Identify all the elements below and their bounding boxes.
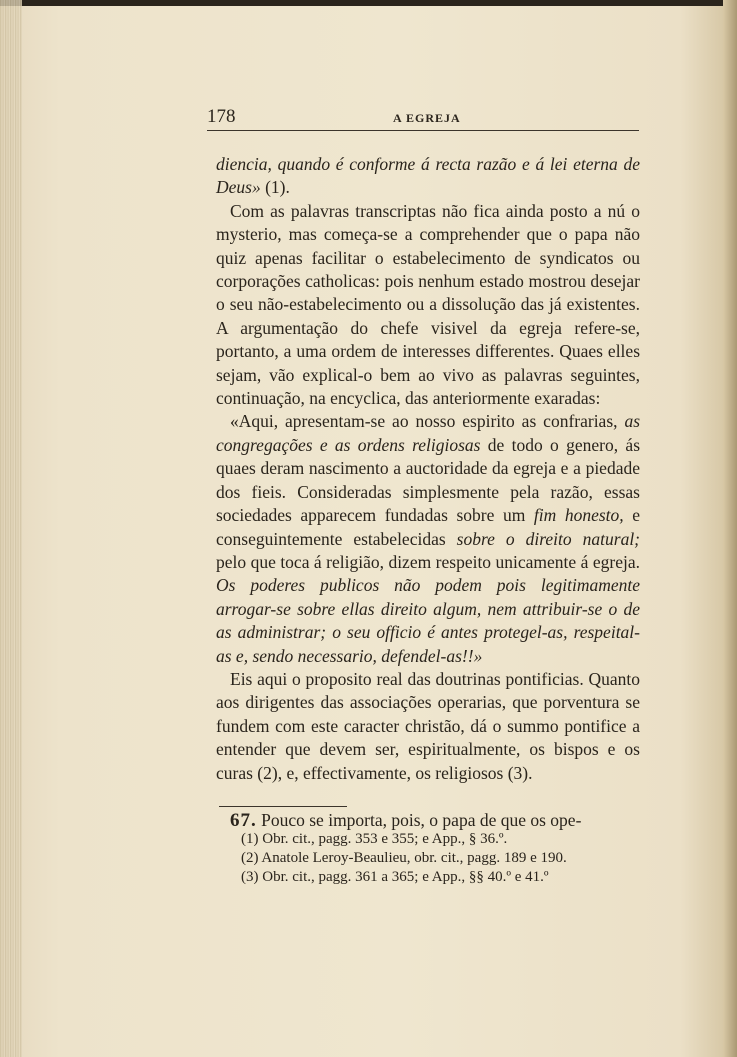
running-title: A EGREJA bbox=[393, 111, 461, 125]
italic-run: Os poderes publicos não podem pois legitimamente arrogar-se sobre ellas direito algum, nem attribuir-se o de as administrar; o seu officio é antes protegel-as, respeital-as e, sendo necessario, defendel-as!!» bbox=[216, 575, 640, 666]
page-fore-edge bbox=[723, 0, 737, 1057]
footnotes bbox=[241, 830, 641, 887]
text-run: e conseguintemente estabelecidas bbox=[216, 505, 640, 549]
italic-run: fim honesto, bbox=[533, 505, 624, 526]
footnote: (2) Anatole Leroy-Beaulieu, obr. cit., pagg. 189 e 190. bbox=[241, 850, 567, 866]
text-run: de todo o genero, ás quaes deram nascimento a auctoridade da egreja e a piedade dos fieis. Consideradas simplesmente pela razão, essas sociedades apparecem fundadas sobre um bbox=[216, 434, 640, 526]
footnote: (3) Obr. cit., pagg. 361 a 365; e App., §§ 40.º e 41.º bbox=[241, 869, 549, 885]
text-run: «Aqui, apresentam-se ao nosso espirito as confrarias, bbox=[230, 411, 625, 432]
paragraph: Com as palavras transcriptas não fica ainda posto a nú o mysterio, mas começa-se a comprehender que o papa não quiz apenas facilitar o estabelecimento de syndicatos ou corporações catholicas: pois nenhum estado mostrou desejar o seu não-estabelecimento ou a dissolução das já existentes. A argumentação do chefe visivel da egreja refere-se, portanto, a uma ordem de interesses differentes. Quaes elles sejam, vão explical-o bem ao vivo as palavras seguintes, continuação, na encyclica, das anteriormente exaradas: bbox=[216, 200, 640, 409]
page-gutter bbox=[0, 0, 22, 1057]
italic-run: as congregações e as ordens religiosas bbox=[216, 411, 640, 455]
page-number: 178 bbox=[207, 106, 236, 127]
scan-top-edge bbox=[0, 0, 737, 6]
footnote: (1) Obr. cit., pagg. 353 e 355; e App., § 36.º. bbox=[241, 831, 508, 847]
running-header bbox=[207, 106, 639, 131]
paragraph: Eis aqui o proposito real das doutrinas pontificias. Quanto aos dirigentes das associações operarias, que porventura se fundem com este caracter christão, dá o summo pontifice a entender que devem ser, espiritualmente, os bispos e os curas (2), e, effectivamente, os religiosos (3). bbox=[216, 668, 640, 783]
text-run: pelo que toca á religião, dizem respeito unicamente á egreja. bbox=[216, 551, 640, 572]
section-number: 67. bbox=[230, 809, 257, 831]
section-paragraph bbox=[216, 809, 640, 832]
footnote-rule bbox=[219, 806, 347, 807]
quoted-paragraph bbox=[216, 410, 640, 667]
footnote-ref: (1). bbox=[260, 177, 290, 198]
italic-run: sobre o direito natural; bbox=[456, 528, 641, 549]
text-run: Pouco se importa, pois, o papa de que os ope- bbox=[256, 809, 582, 830]
paragraph-continuation bbox=[216, 153, 640, 200]
body-text bbox=[216, 153, 640, 832]
quote-italic: diencia, quando é conforme á recta razão e á lei eterna de Deus» bbox=[216, 154, 640, 198]
